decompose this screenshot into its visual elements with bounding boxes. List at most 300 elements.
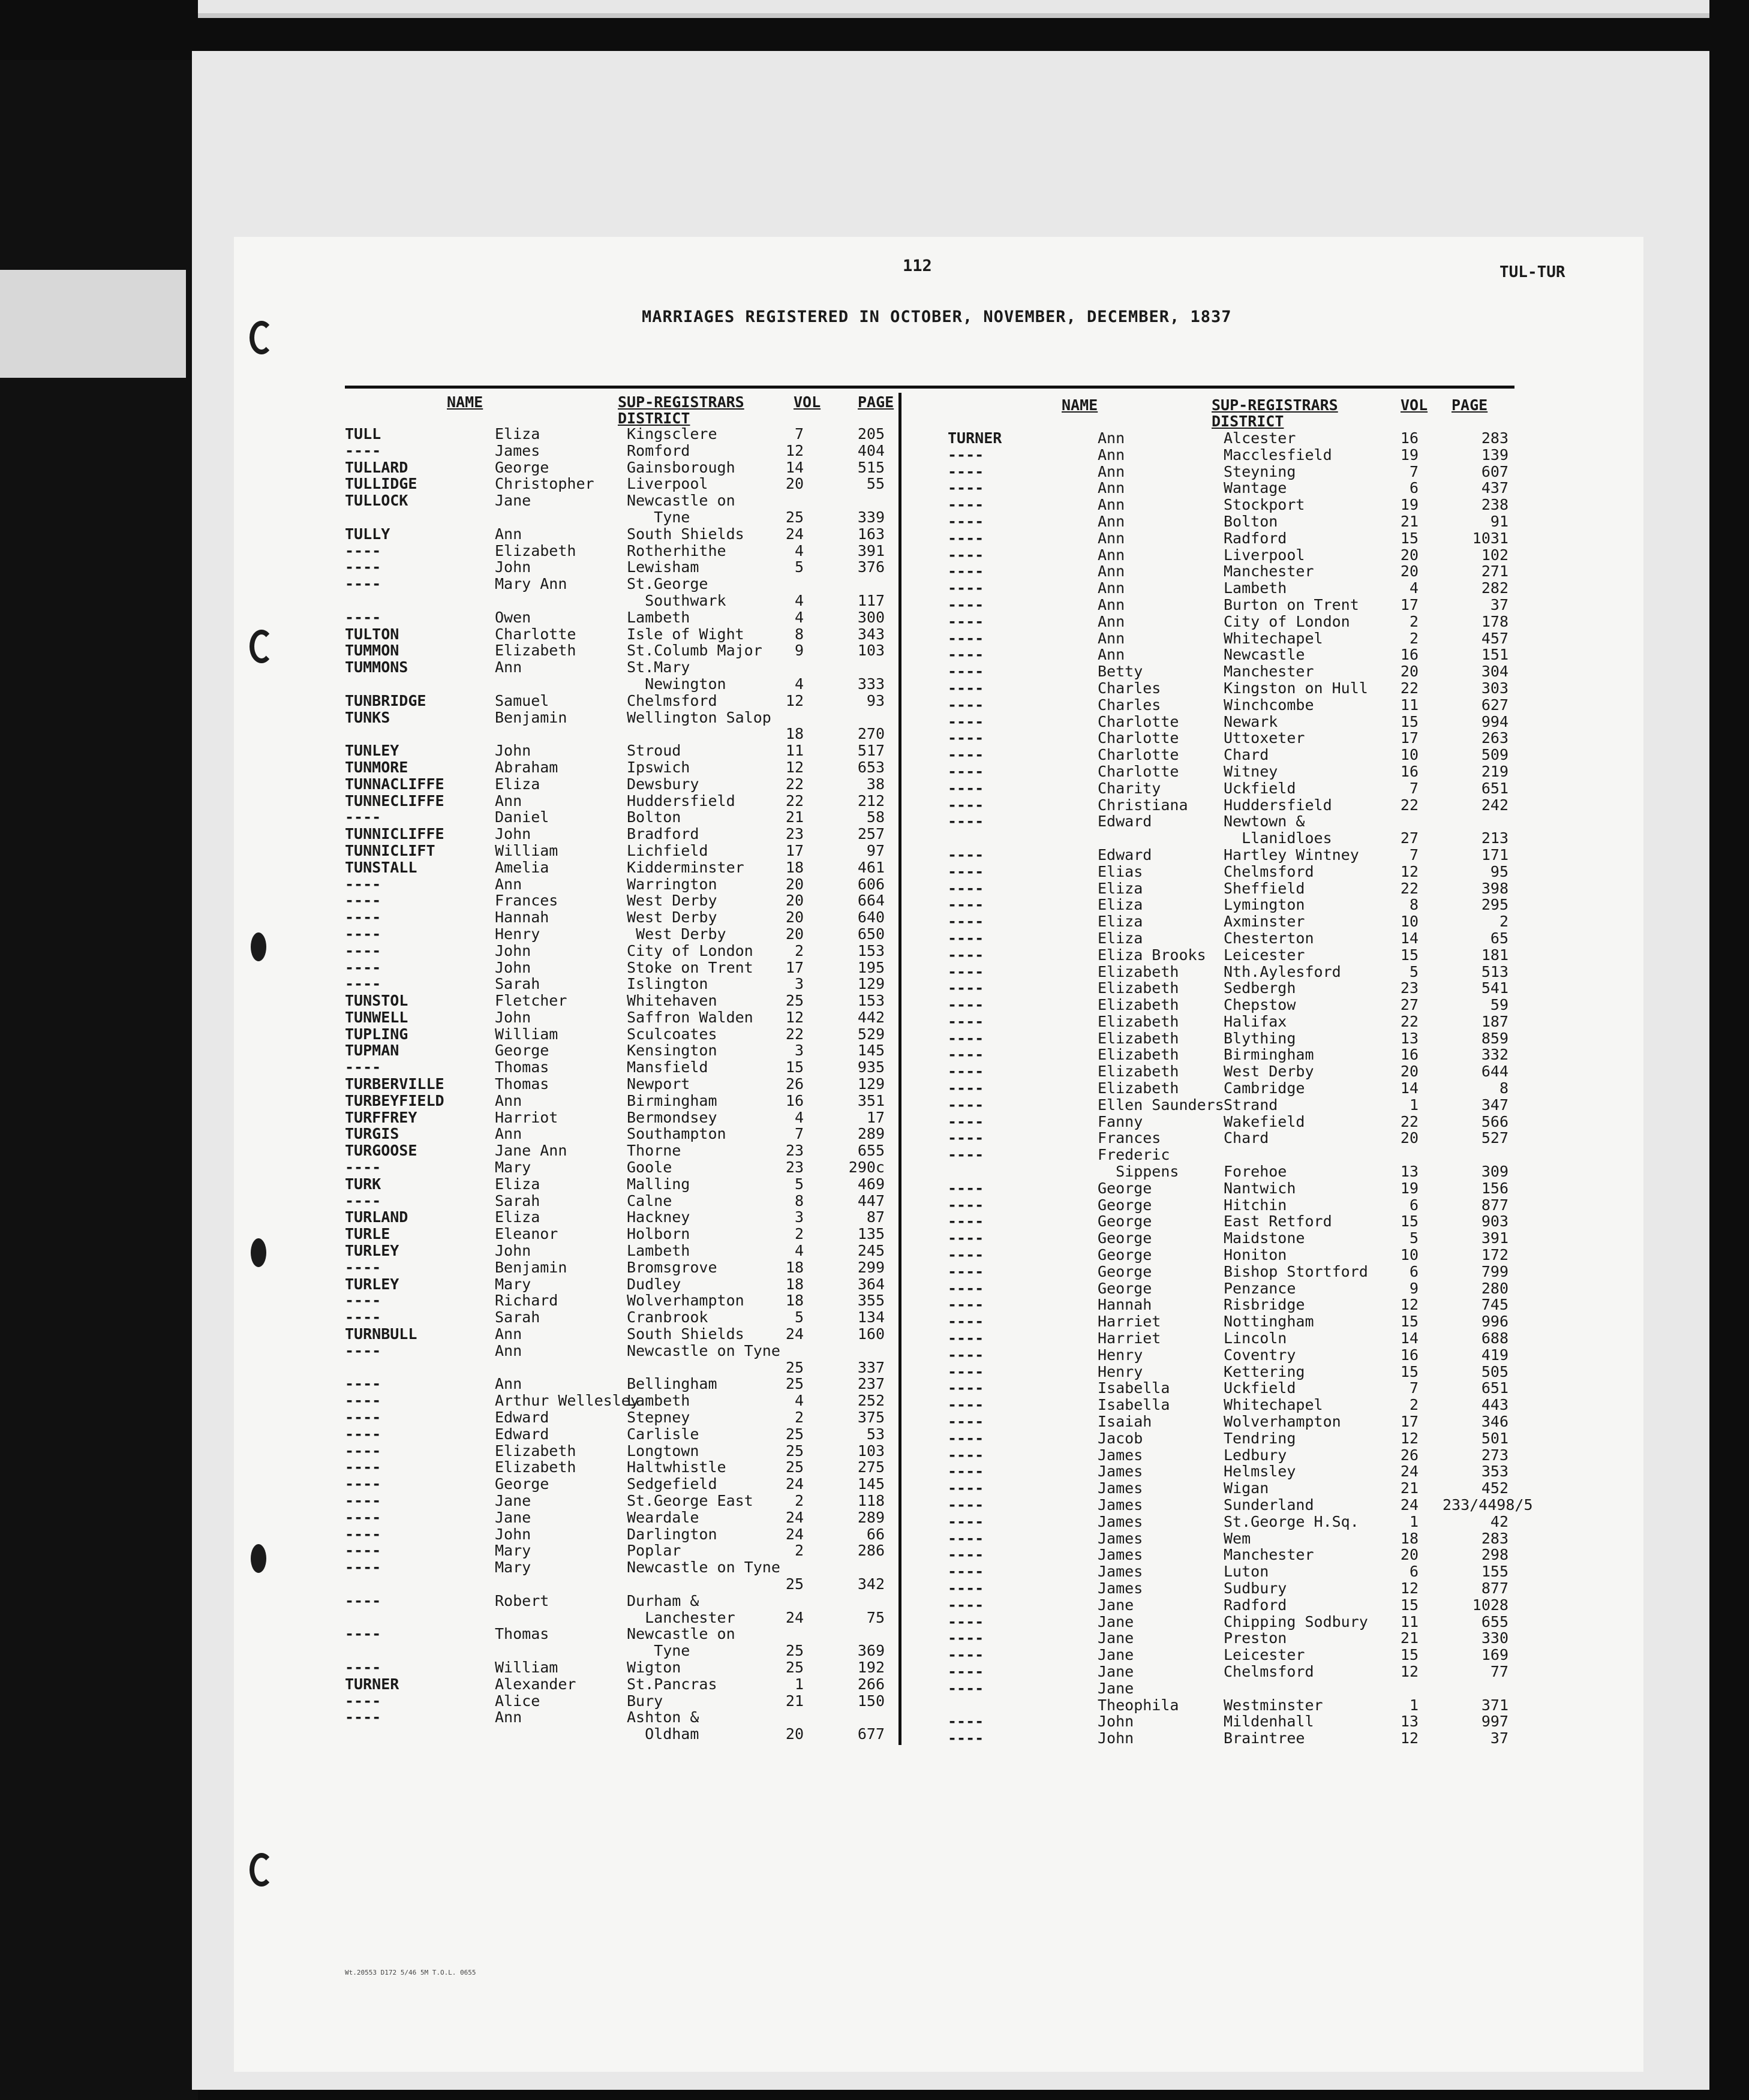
register-entry bbox=[948, 1430, 1547, 1447]
entry-surname: ---- bbox=[345, 1492, 381, 1509]
entry-page-ref: 452 bbox=[1481, 1479, 1508, 1497]
entry-surname: ---- bbox=[345, 1625, 381, 1643]
entry-surname: ---- bbox=[948, 1346, 984, 1364]
entry-district: Lanchester bbox=[627, 1608, 735, 1626]
entry-forename: Sarah bbox=[495, 1308, 540, 1326]
entry-district: Dewsbury bbox=[627, 775, 699, 793]
entry-district: West Derby bbox=[1224, 1063, 1314, 1081]
entry-page-ref: 664 bbox=[857, 892, 885, 910]
entry-volume: 4 bbox=[1409, 579, 1419, 597]
entry-district: Halifax bbox=[1224, 1012, 1287, 1030]
entry-volume: 12 bbox=[1400, 1579, 1419, 1597]
entry-page-ref: 155 bbox=[1481, 1563, 1508, 1581]
entry-forename: Jane bbox=[1098, 1629, 1134, 1647]
entry-volume: 4 bbox=[794, 1108, 804, 1126]
entry-surname: TULLARD bbox=[345, 458, 408, 476]
entry-page-ref: 266 bbox=[857, 1675, 885, 1693]
register-entry bbox=[345, 1476, 894, 1493]
entry-district: Winchcombe bbox=[1224, 696, 1314, 714]
entry-district: Nantwich bbox=[1224, 1179, 1296, 1197]
register-entry bbox=[948, 1180, 1547, 1197]
entry-forename: Harriet bbox=[1098, 1313, 1161, 1331]
entry-volume: 7 bbox=[1409, 1379, 1419, 1397]
entry-surname: ---- bbox=[345, 541, 381, 559]
entry-page-ref: 151 bbox=[1481, 646, 1508, 664]
entry-forename: Charlotte bbox=[495, 625, 576, 643]
entry-page-ref: 457 bbox=[1481, 629, 1508, 647]
entry-volume: 15 bbox=[1400, 529, 1419, 547]
entry-district: Warrington bbox=[627, 875, 717, 893]
register-entry bbox=[345, 1009, 894, 1026]
entry-forename: Ann bbox=[1098, 646, 1125, 664]
entry-forename: John bbox=[495, 1008, 531, 1026]
entry-district: Westminster bbox=[1224, 1696, 1323, 1714]
entry-surname: ---- bbox=[948, 612, 984, 630]
entry-volume: 18 bbox=[1400, 1529, 1419, 1547]
entry-page-ref: 145 bbox=[857, 1475, 885, 1493]
entry-surname: ---- bbox=[948, 663, 984, 681]
register-entry bbox=[345, 1559, 894, 1576]
register-entry bbox=[345, 1392, 894, 1409]
entry-forename: Charlotte bbox=[1098, 729, 1179, 747]
entry-volume: 25 bbox=[785, 1425, 804, 1443]
entry-district: Axminster bbox=[1224, 913, 1305, 931]
entry-page-ref: 527 bbox=[1481, 1129, 1508, 1147]
entry-surname: ---- bbox=[948, 962, 984, 980]
entry-district: Stroud bbox=[627, 742, 681, 760]
register-entry bbox=[948, 1397, 1547, 1413]
entry-forename: George bbox=[1098, 1179, 1152, 1197]
entry-forename: Ann bbox=[1098, 579, 1125, 597]
entry-district: Oldham bbox=[627, 1725, 699, 1743]
entry-volume: 17 bbox=[785, 841, 804, 859]
entry-volume: 6 bbox=[1409, 1196, 1419, 1214]
entry-page-ref: 134 bbox=[857, 1308, 885, 1326]
register-entry bbox=[345, 1276, 894, 1293]
entry-page-ref: 2 bbox=[1499, 913, 1508, 931]
printer-imprint: Wt.20553 D172 5/46 5M T.O.L. 0655 bbox=[345, 1969, 476, 1976]
entry-district: Lambeth bbox=[627, 1392, 690, 1410]
entry-volume: 22 bbox=[1400, 879, 1419, 897]
register-entry bbox=[948, 880, 1547, 897]
register-entry bbox=[345, 876, 894, 893]
entry-forename: Fletcher bbox=[495, 992, 567, 1010]
entry-forename: James bbox=[1098, 1512, 1143, 1530]
entry-district: Stoke on Trent bbox=[627, 958, 753, 976]
register-entry bbox=[948, 1197, 1547, 1214]
entry-page-ref: 172 bbox=[1481, 1246, 1508, 1264]
entry-page-ref: 501 bbox=[1481, 1429, 1508, 1447]
entry-district: St.George bbox=[627, 575, 708, 593]
entry-page-ref: 97 bbox=[866, 841, 885, 859]
entry-volume: 1 bbox=[1409, 1696, 1419, 1714]
entry-district: Stepney bbox=[627, 1409, 690, 1427]
register-entry bbox=[948, 497, 1547, 513]
entry-forename: Ann bbox=[495, 1708, 522, 1726]
entry-surname: ---- bbox=[948, 1413, 984, 1431]
entry-district: Newcastle bbox=[1224, 646, 1305, 664]
register-entry bbox=[345, 1093, 894, 1109]
entry-forename: Frances bbox=[1098, 1129, 1161, 1147]
entry-volume: 4 bbox=[794, 608, 804, 626]
entry-page-ref: 282 bbox=[1481, 579, 1508, 597]
entry-page-ref: 38 bbox=[866, 775, 885, 793]
entry-forename: Jane bbox=[1098, 1662, 1134, 1680]
entry-surname: ---- bbox=[345, 1425, 381, 1443]
entry-page-ref: 447 bbox=[857, 1192, 885, 1210]
entry-surname: TUNLEY bbox=[345, 742, 399, 760]
entry-page-ref: 299 bbox=[857, 1258, 885, 1276]
entry-forename: Eliza bbox=[1098, 929, 1143, 947]
entry-page-ref: 877 bbox=[1481, 1579, 1508, 1597]
entry-district: Chelmsford bbox=[1224, 1662, 1314, 1680]
register-entry bbox=[345, 1659, 894, 1676]
entry-district: St.Columb Major bbox=[627, 642, 762, 660]
entry-district: Stockport bbox=[1224, 496, 1305, 514]
register-entry bbox=[948, 1296, 1547, 1313]
entry-page-ref: 375 bbox=[857, 1409, 885, 1427]
register-entry bbox=[345, 459, 894, 476]
entry-page-ref: 178 bbox=[1481, 612, 1508, 630]
entry-volume: 7 bbox=[1409, 779, 1419, 797]
entry-district: Goole bbox=[627, 1159, 672, 1177]
entry-forename: Eleanor bbox=[495, 1225, 558, 1243]
entry-page-ref: 437 bbox=[1481, 479, 1508, 497]
register-entry bbox=[948, 547, 1547, 564]
entry-district: Hartley Wintney bbox=[1224, 846, 1359, 864]
entry-district: Southwark bbox=[627, 591, 726, 609]
register-entry bbox=[948, 1597, 1547, 1614]
register-entry bbox=[948, 1313, 1547, 1330]
entry-district: Hackney bbox=[627, 1208, 690, 1226]
entry-surname: ---- bbox=[948, 1313, 984, 1331]
register-entry bbox=[345, 1459, 894, 1476]
entry-page-ref: 103 bbox=[857, 642, 885, 660]
register-entry bbox=[345, 1109, 894, 1126]
register-entry bbox=[948, 997, 1547, 1013]
entry-volume: 7 bbox=[794, 1125, 804, 1143]
entry-district: Southampton bbox=[627, 1125, 726, 1143]
entry-volume: 12 bbox=[1400, 1662, 1419, 1680]
entry-volume: 12 bbox=[785, 441, 804, 459]
register-entry bbox=[345, 443, 894, 459]
entry-page-ref: 339 bbox=[857, 508, 885, 526]
entry-volume: 23 bbox=[785, 1142, 804, 1160]
entry-forename: James bbox=[1098, 1446, 1143, 1464]
entry-page-ref: 342 bbox=[857, 1575, 885, 1593]
entry-page-ref: 91 bbox=[1490, 512, 1508, 530]
entry-forename: Alexander bbox=[495, 1675, 576, 1693]
entry-volume: 22 bbox=[1400, 679, 1419, 697]
entry-forename: Abraham bbox=[495, 758, 558, 776]
entry-district: Tyne bbox=[627, 508, 690, 526]
entry-volume: 6 bbox=[1409, 1563, 1419, 1581]
entry-district: Newark bbox=[1224, 712, 1278, 730]
entry-district: Burton on Trent bbox=[1224, 595, 1359, 613]
entry-page-ref: 298 bbox=[1481, 1546, 1508, 1564]
entry-volume: 11 bbox=[1400, 1612, 1419, 1630]
register-entry bbox=[948, 913, 1547, 930]
entry-forename: Sippens bbox=[1098, 1163, 1179, 1181]
entry-district: Huddersfield bbox=[627, 792, 735, 810]
register-entry bbox=[948, 1330, 1547, 1347]
entry-page-ref: 118 bbox=[857, 1492, 885, 1509]
entry-volume: 20 bbox=[785, 875, 804, 893]
register-entry bbox=[345, 859, 894, 876]
register-entry bbox=[345, 1309, 894, 1326]
entry-district: Cambridge bbox=[1224, 1079, 1305, 1097]
entry-forename: John bbox=[495, 941, 531, 959]
entry-volume: 2 bbox=[1409, 629, 1419, 647]
entry-surname: TUNWELL bbox=[345, 1008, 408, 1026]
entry-surname: TUNNECLIFFE bbox=[345, 792, 444, 810]
entry-page-ref: 677 bbox=[857, 1725, 885, 1743]
entry-surname: TURLE bbox=[345, 1225, 390, 1243]
entry-volume: 11 bbox=[1400, 696, 1419, 714]
entry-district: East Retford bbox=[1224, 1213, 1332, 1230]
entry-volume: 10 bbox=[1400, 1246, 1419, 1264]
entry-district: Darlington bbox=[627, 1525, 717, 1543]
entry-district: Malling bbox=[627, 1175, 690, 1193]
entry-page-ref: 351 bbox=[857, 1091, 885, 1109]
entry-volume: 20 bbox=[1400, 1063, 1419, 1081]
entry-surname: ---- bbox=[948, 1563, 984, 1581]
entry-surname: ---- bbox=[948, 862, 984, 880]
entry-surname: TULTON bbox=[345, 625, 399, 643]
entry-forename: Isaiah bbox=[1098, 1413, 1152, 1431]
entry-forename: Ann bbox=[1098, 546, 1125, 564]
register-entry bbox=[345, 526, 894, 543]
entry-volume: 20 bbox=[1400, 1129, 1419, 1147]
page-header: PAGE bbox=[1452, 396, 1488, 414]
entry-page-ref: 337 bbox=[857, 1358, 885, 1376]
entry-forename: Ellen Saunders bbox=[1098, 1096, 1224, 1114]
entry-forename: Elizabeth bbox=[1098, 979, 1179, 997]
entry-forename: John bbox=[495, 1242, 531, 1260]
entry-volume: 3 bbox=[794, 1042, 804, 1060]
entry-page-ref: 903 bbox=[1481, 1213, 1508, 1230]
entry-surname: TURLAND bbox=[345, 1208, 408, 1226]
entry-forename: Ann bbox=[495, 658, 522, 676]
entry-district: Coventry bbox=[1224, 1346, 1296, 1364]
register-entry bbox=[948, 1480, 1547, 1497]
entry-forename: Jane bbox=[1098, 1679, 1134, 1697]
register-entry bbox=[948, 1380, 1547, 1397]
register-entry bbox=[948, 1114, 1547, 1130]
entry-district: Birmingham bbox=[627, 1091, 717, 1109]
register-entry bbox=[345, 1076, 894, 1093]
register-entry bbox=[948, 513, 1547, 530]
entry-volume: 12 bbox=[785, 1008, 804, 1026]
entry-page-ref: 187 bbox=[1481, 1012, 1508, 1030]
entry-page-ref: 263 bbox=[1481, 729, 1508, 747]
entry-volume: 1 bbox=[1409, 1512, 1419, 1530]
entry-forename: Charlotte bbox=[1098, 712, 1179, 730]
register-entry bbox=[948, 1347, 1547, 1364]
entry-volume: 24 bbox=[785, 525, 804, 543]
adjacent-sheet-edge bbox=[0, 270, 186, 378]
entry-page-ref: 935 bbox=[857, 1058, 885, 1076]
entry-forename: Daniel bbox=[495, 808, 549, 826]
entry-page-ref: 280 bbox=[1481, 1279, 1508, 1297]
entry-surname: ---- bbox=[345, 1159, 381, 1177]
register-entry bbox=[345, 1526, 894, 1543]
register-entry bbox=[345, 1676, 894, 1693]
register-entry bbox=[948, 1097, 1547, 1114]
entry-volume: 16 bbox=[785, 1091, 804, 1109]
entry-page-ref: 77 bbox=[1490, 1662, 1508, 1680]
entry-surname: ---- bbox=[345, 1442, 381, 1460]
entry-surname: TULL bbox=[345, 425, 381, 443]
register-entry bbox=[345, 492, 894, 509]
entry-district: Liverpool bbox=[627, 475, 708, 493]
entry-district: Lambeth bbox=[1224, 579, 1287, 597]
entry-district: Romford bbox=[627, 441, 690, 459]
entry-volume: 21 bbox=[1400, 512, 1419, 530]
entry-district: Leicester bbox=[1224, 946, 1305, 964]
entry-district: Sheffield bbox=[1224, 879, 1305, 897]
register-entry bbox=[948, 1163, 1547, 1180]
entry-page-ref: 87 bbox=[866, 1208, 885, 1226]
entry-page-ref: 169 bbox=[1481, 1646, 1508, 1664]
entry-district: Llanidloes bbox=[1224, 829, 1332, 847]
entry-surname: ---- bbox=[948, 1479, 984, 1497]
entry-district: Gainsborough bbox=[627, 458, 735, 476]
name-header: NAME bbox=[1062, 396, 1098, 414]
register-entry bbox=[948, 1130, 1547, 1147]
entry-page-ref: 541 bbox=[1481, 979, 1508, 997]
entry-district: Bolton bbox=[627, 808, 681, 826]
entry-volume: 6 bbox=[1409, 1262, 1419, 1280]
entry-district: Lymington bbox=[1224, 896, 1305, 914]
entry-district: Wellington Salop bbox=[627, 708, 771, 726]
entry-district: Wigton bbox=[627, 1658, 681, 1676]
entry-surname: TURBEYFIELD bbox=[345, 1091, 444, 1109]
register-entry bbox=[948, 663, 1547, 680]
register-entry bbox=[345, 1126, 894, 1142]
register-entry bbox=[948, 1230, 1547, 1247]
adjacent-page-strip bbox=[198, 0, 1709, 18]
entry-forename: Henry bbox=[1098, 1362, 1143, 1380]
register-entry bbox=[948, 1147, 1547, 1163]
entry-forename: Hannah bbox=[495, 908, 549, 926]
entry-volume: 20 bbox=[1400, 562, 1419, 580]
register-entry bbox=[345, 1542, 894, 1559]
entry-district: Whitechapel bbox=[1224, 1396, 1323, 1414]
district-header: SUP-REGISTRARS DISTRICT bbox=[618, 393, 744, 427]
entry-page-ref: 309 bbox=[1481, 1163, 1508, 1181]
entry-forename: John bbox=[1098, 1713, 1134, 1731]
punch-hole-icon bbox=[250, 321, 274, 354]
entry-volume: 15 bbox=[785, 1058, 804, 1076]
entry-forename: Richard bbox=[495, 1292, 558, 1310]
entry-surname: ---- bbox=[948, 1629, 984, 1647]
register-entry bbox=[948, 1563, 1547, 1580]
entry-district: Dudley bbox=[627, 1275, 681, 1293]
entry-district: Helmsley bbox=[1224, 1463, 1296, 1481]
entry-volume: 1 bbox=[1409, 1096, 1419, 1114]
entry-forename: George bbox=[1098, 1262, 1152, 1280]
entry-district: Blything bbox=[1224, 1029, 1296, 1047]
entry-volume: 21 bbox=[785, 1692, 804, 1710]
entry-volume: 20 bbox=[1400, 1546, 1419, 1564]
entry-volume: 27 bbox=[1400, 829, 1419, 847]
entry-page-ref: 160 bbox=[857, 1325, 885, 1343]
entry-forename: Elizabeth bbox=[1098, 1029, 1179, 1047]
entry-forename: James bbox=[495, 441, 540, 459]
entry-district: Penzance bbox=[1224, 1279, 1296, 1297]
entry-page-ref: 391 bbox=[1481, 1229, 1508, 1247]
entry-district: West Derby bbox=[627, 892, 717, 910]
entry-forename: Ann bbox=[1098, 496, 1125, 514]
entry-forename: Sarah bbox=[495, 1192, 540, 1210]
register-entry bbox=[948, 896, 1547, 913]
entry-surname: ---- bbox=[948, 929, 984, 947]
entry-volume: 11 bbox=[785, 742, 804, 760]
entry-surname: ---- bbox=[948, 1229, 984, 1247]
entry-forename: George bbox=[495, 1042, 549, 1060]
entry-page-ref: 300 bbox=[857, 608, 885, 626]
entry-surname: ---- bbox=[345, 1308, 381, 1326]
entry-page-ref: 566 bbox=[1481, 1112, 1508, 1130]
entry-page-ref: 289 bbox=[857, 1125, 885, 1143]
entry-forename: Amelia bbox=[495, 858, 549, 876]
entry-surname: ---- bbox=[948, 729, 984, 747]
entry-volume: 5 bbox=[794, 558, 804, 576]
entry-surname: ---- bbox=[345, 892, 381, 910]
entry-district: Birmingham bbox=[1224, 1046, 1314, 1064]
register-entry bbox=[948, 947, 1547, 964]
register-entry bbox=[345, 843, 894, 859]
register-entry bbox=[948, 747, 1547, 763]
register-entry bbox=[948, 1080, 1547, 1097]
entry-surname: TUNKS bbox=[345, 708, 390, 726]
entry-forename: James bbox=[1098, 1529, 1143, 1547]
entry-page-ref: 59 bbox=[1490, 996, 1508, 1014]
entry-volume: 26 bbox=[1400, 1446, 1419, 1464]
register-entry bbox=[948, 1680, 1547, 1697]
entry-page-ref: 369 bbox=[857, 1642, 885, 1660]
entry-volume: 25 bbox=[785, 992, 804, 1010]
entry-surname: TUMMON bbox=[345, 642, 399, 660]
entry-page-ref: 135 bbox=[857, 1225, 885, 1243]
entry-surname: ---- bbox=[948, 1196, 984, 1214]
register-entry bbox=[948, 1364, 1547, 1380]
entry-district: Durham & bbox=[627, 1591, 699, 1609]
entry-surname: ---- bbox=[948, 1279, 984, 1297]
register-entry bbox=[948, 1247, 1547, 1263]
entry-page-ref: 283 bbox=[1481, 429, 1508, 447]
entry-forename: Harriet bbox=[1098, 1329, 1161, 1347]
entry-district: Newcastle on bbox=[627, 1625, 735, 1643]
entry-page-ref: 129 bbox=[857, 1075, 885, 1093]
entry-district: Sunderland bbox=[1224, 1496, 1314, 1514]
entry-volume: 21 bbox=[785, 808, 804, 826]
register-entry bbox=[345, 959, 894, 976]
entry-district: Wem bbox=[1224, 1529, 1251, 1547]
entry-volume: 16 bbox=[1400, 646, 1419, 664]
entry-district: Chelmsford bbox=[1224, 862, 1314, 880]
entry-forename: William bbox=[495, 1025, 558, 1043]
register-entry bbox=[948, 780, 1547, 797]
entry-surname: ---- bbox=[948, 1112, 984, 1130]
entry-district: South Shields bbox=[627, 1325, 744, 1343]
entry-district: West Derby bbox=[627, 925, 726, 943]
entry-page-ref: 205 bbox=[857, 425, 885, 443]
entry-surname: ---- bbox=[345, 1192, 381, 1210]
entry-volume: 15 bbox=[1400, 712, 1419, 730]
entry-district: Bolton bbox=[1224, 512, 1278, 530]
